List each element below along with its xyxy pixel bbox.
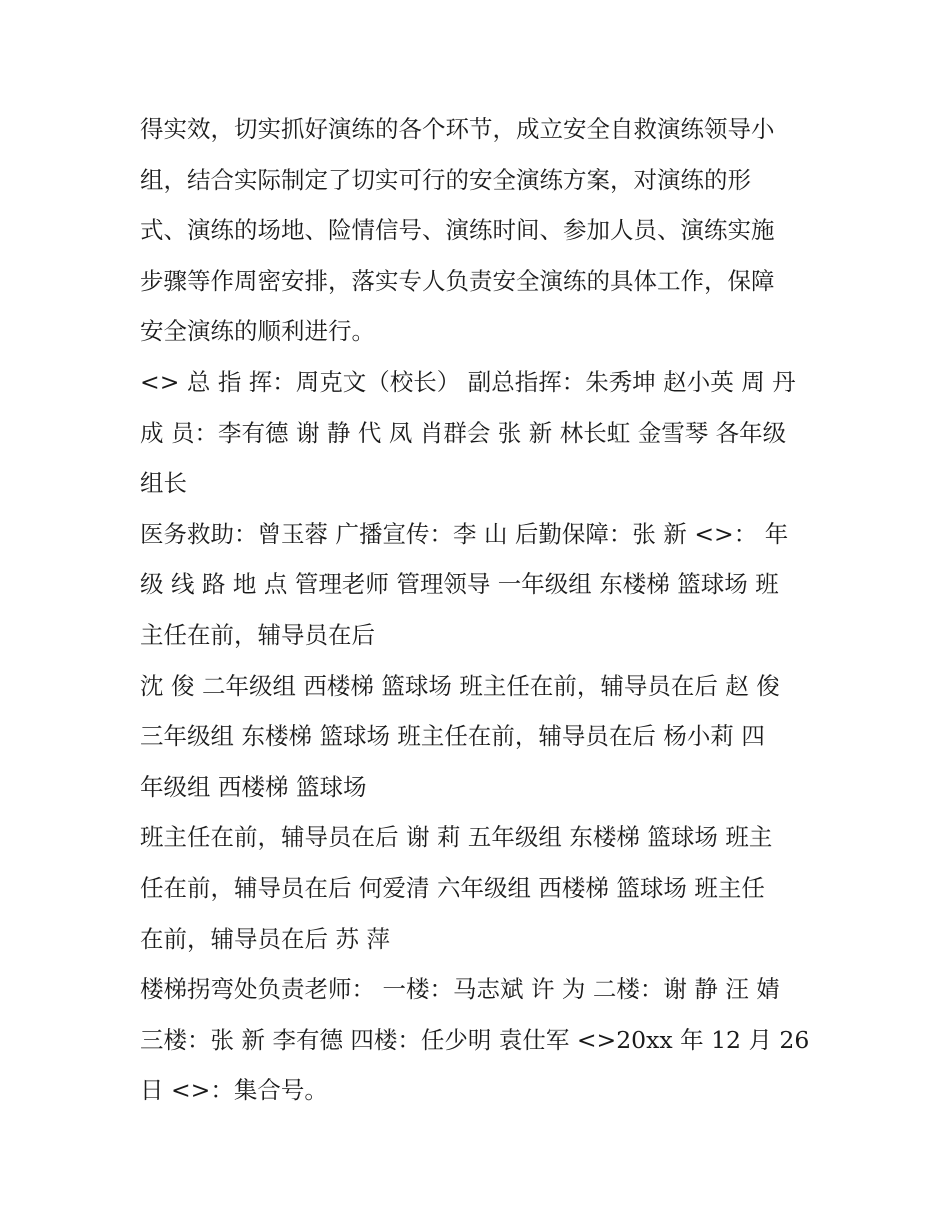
document-body — [140, 104, 820, 1116]
text-line: 级 线 路 地 点 管理老师 管理领导 一年级组 东楼梯 篮球场 班 — [140, 570, 779, 599]
text-line: 主任在前，辅导员在后 — [140, 620, 375, 649]
text-line: 组长 — [140, 469, 187, 498]
text-line: 楼梯拐弯处负责老师： 一楼：马志斌 许 为 二楼：谢 静 汪 婧 — [140, 975, 780, 1004]
text-line: 沈 俊 二年级组 西楼梯 篮球场 班主任在前，辅导员在后 赵 俊 — [140, 671, 780, 700]
text-line: 在前，辅导员在后 苏 萍 — [140, 924, 390, 953]
text-line: 任在前，辅导员在后 何爱清 六年级组 西楼梯 篮球场 班主任 — [140, 873, 765, 902]
text-line: 年级组 西楼梯 篮球场 — [140, 772, 367, 801]
text-line: 式、演练的场地、险情信号、演练时间、参加人员、演练实施 — [140, 216, 775, 245]
text-line: 安全演练的顺利进行。 — [140, 317, 375, 346]
text-line: 成 员：李有德 谢 静 代 凤 肖群会 张 新 林长虹 金雪琴 各年级 — [140, 418, 787, 447]
text-line: 班主任在前，辅导员在后 谢 莉 五年级组 东楼梯 篮球场 班主 — [140, 823, 773, 852]
text-line: 日 <>：集合号。 — [140, 1076, 328, 1105]
text-line: 得实效，切实抓好演练的各个环节，成立安全自救演练领导小 — [140, 115, 775, 143]
text-line: 步骤等作周密安排，落实专人负责安全演练的具体工作，保障 — [140, 266, 775, 295]
text-line: 医务救助：曾玉蓉 广播宣传：李 山 后勤保障：张 新 <>： 年 — [140, 519, 789, 548]
text-line: 组，结合实际制定了切实可行的安全演练方案，对演练的形 — [140, 165, 751, 194]
text-line: 三楼：张 新 李有德 四楼：任少明 袁仕军 <>20xx 年 12 月 26 — [140, 1025, 810, 1054]
text-line: 三年级组 东楼梯 篮球场 班主任在前，辅导员在后 杨小莉 四 — [140, 722, 765, 751]
text-line: <> 总 指 挥：周克文（校长） 副总指挥：朱秀坤 赵小英 周 丹 — [140, 367, 796, 396]
